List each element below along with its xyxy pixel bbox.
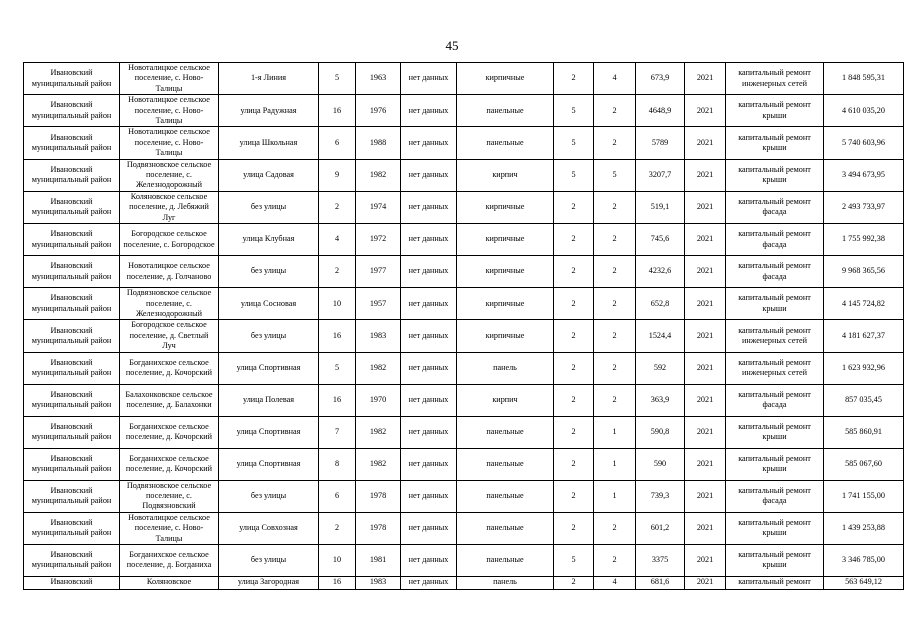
wear-cell: нет данных [401,352,457,384]
cost-cell: 5 740 603,96 [824,127,904,159]
district-cell: Ивановский [24,576,120,589]
district-cell: Ивановский муниципальный район [24,352,120,384]
cost-cell: 857 035,45 [824,384,904,416]
plan-year-cell: 2021 [685,159,726,191]
floors-cell: 2 [554,288,594,320]
floors-cell: 2 [554,448,594,480]
area-cell: 5789 [636,127,685,159]
housing-register-table [23,62,904,590]
table-row [24,288,904,320]
floors-cell: 2 [554,320,594,352]
area-cell: 745,6 [636,224,685,256]
year-built-cell: 1988 [356,127,401,159]
cost-cell: 585 067,60 [824,448,904,480]
street-cell: улица Загородная [219,576,319,589]
wear-cell: нет данных [401,159,457,191]
plan-year-cell: 2021 [685,63,726,95]
house-number-cell: 6 [319,127,356,159]
table-row [24,159,904,191]
wall-material-cell: кирпич [457,384,554,416]
table-row [24,224,904,256]
plan-year-cell: 2021 [685,352,726,384]
work-type-cell: капитальный ремонт [726,576,824,589]
plan-year-cell: 2021 [685,95,726,127]
wear-cell: нет данных [401,95,457,127]
street-cell: улица Спортивная [219,416,319,448]
cost-cell: 4 181 627,37 [824,320,904,352]
floors-cell: 2 [554,352,594,384]
year-built-cell: 1981 [356,544,401,576]
year-built-cell: 1977 [356,256,401,288]
floors-cell: 2 [554,224,594,256]
area-cell: 3207,7 [636,159,685,191]
house-number-cell: 9 [319,159,356,191]
district-cell: Ивановский муниципальный район [24,224,120,256]
area-cell: 590 [636,448,685,480]
cost-cell: 3 494 673,95 [824,159,904,191]
settlement-cell: Новоталицкое сельское поселение, с. Ново-Талицы [120,512,219,544]
table-row [24,512,904,544]
house-number-cell: 6 [319,480,356,512]
house-number-cell: 5 [319,63,356,95]
street-cell: улица Радужная [219,95,319,127]
wall-material-cell: кирпичные [457,63,554,95]
entrances-cell: 5 [594,159,636,191]
year-built-cell: 1983 [356,320,401,352]
floors-cell: 2 [554,191,594,223]
table-row [24,384,904,416]
wear-cell: нет данных [401,576,457,589]
table-row [24,95,904,127]
table-row [24,320,904,352]
year-built-cell: 1982 [356,352,401,384]
plan-year-cell: 2021 [685,512,726,544]
plan-year-cell: 2021 [685,544,726,576]
settlement-cell: Богородское сельское поселение, с. Богородское [120,224,219,256]
entrances-cell: 1 [594,416,636,448]
area-cell: 601,2 [636,512,685,544]
area-cell: 3375 [636,544,685,576]
district-cell: Ивановский муниципальный район [24,95,120,127]
cost-cell: 1 623 932,96 [824,352,904,384]
settlement-cell: Подвязновское сельское поселение, с. Подвязновский [120,480,219,512]
table-row [24,544,904,576]
work-type-cell: капитальный ремонт крыши [726,448,824,480]
table-row [24,480,904,512]
cost-cell: 563 649,12 [824,576,904,589]
floors-cell: 2 [554,256,594,288]
street-cell: без улицы [219,191,319,223]
house-number-cell: 7 [319,416,356,448]
year-built-cell: 1970 [356,384,401,416]
settlement-cell: Богданихское сельское поселение, д. Богданиха [120,544,219,576]
settlement-cell: Новоталицкое сельское поселение, д. Голчаново [120,256,219,288]
area-cell: 681,6 [636,576,685,589]
work-type-cell: капитальный ремонт фасада [726,224,824,256]
district-cell: Ивановский муниципальный район [24,448,120,480]
wall-material-cell: кирпичные [457,256,554,288]
floors-cell: 2 [554,480,594,512]
table-row [24,127,904,159]
entrances-cell: 2 [594,544,636,576]
year-built-cell: 1978 [356,480,401,512]
settlement-cell: Новоталицкое сельское поселение, с. Ново-Талицы [120,95,219,127]
cost-cell: 585 860,91 [824,416,904,448]
cost-cell: 2 493 733,97 [824,191,904,223]
floors-cell: 2 [554,512,594,544]
wall-material-cell: панельные [457,512,554,544]
area-cell: 590,8 [636,416,685,448]
street-cell: улица Сосновая [219,288,319,320]
house-number-cell: 8 [319,448,356,480]
cost-cell: 1 755 992,38 [824,224,904,256]
wall-material-cell: кирпич [457,159,554,191]
entrances-cell: 2 [594,127,636,159]
settlement-cell: Коляновское сельское поселение, д. Лебяжий Луг [120,191,219,223]
house-number-cell: 2 [319,512,356,544]
entrances-cell: 2 [594,191,636,223]
plan-year-cell: 2021 [685,480,726,512]
settlement-cell: Богородское сельское поселение, д. Светлый Луч [120,320,219,352]
area-cell: 1524,4 [636,320,685,352]
cost-cell: 4 610 035,20 [824,95,904,127]
house-number-cell: 16 [319,95,356,127]
cost-cell: 1 741 155,00 [824,480,904,512]
table-row [24,256,904,288]
wall-material-cell: панель [457,576,554,589]
floors-cell: 2 [554,576,594,589]
year-built-cell: 1978 [356,512,401,544]
street-cell: улица Клубная [219,224,319,256]
wear-cell: нет данных [401,288,457,320]
district-cell: Ивановский муниципальный район [24,384,120,416]
area-cell: 652,8 [636,288,685,320]
district-cell: Ивановский муниципальный район [24,320,120,352]
settlement-cell: Балахонковское сельское поселение, д. Балахонки [120,384,219,416]
entrances-cell: 2 [594,512,636,544]
floors-cell: 5 [554,127,594,159]
wear-cell: нет данных [401,63,457,95]
work-type-cell: капитальный ремонт крыши [726,512,824,544]
district-cell: Ивановский муниципальный район [24,512,120,544]
wall-material-cell: панельные [457,127,554,159]
street-cell: без улицы [219,320,319,352]
wall-material-cell: панельные [457,448,554,480]
plan-year-cell: 2021 [685,256,726,288]
house-number-cell: 10 [319,544,356,576]
work-type-cell: капитальный ремонт фасада [726,191,824,223]
cost-cell: 1 439 253,88 [824,512,904,544]
work-type-cell: капитальный ремонт крыши [726,288,824,320]
wear-cell: нет данных [401,320,457,352]
wall-material-cell: панельные [457,95,554,127]
entrances-cell: 2 [594,224,636,256]
entrances-cell: 1 [594,480,636,512]
wear-cell: нет данных [401,127,457,159]
wall-material-cell: панельные [457,544,554,576]
floors-cell: 5 [554,95,594,127]
table-row [24,576,904,589]
year-built-cell: 1963 [356,63,401,95]
plan-year-cell: 2021 [685,127,726,159]
work-type-cell: капитальный ремонт инженерных сетей [726,63,824,95]
page-number: 45 [445,38,459,53]
wear-cell: нет данных [401,448,457,480]
area-cell: 363,9 [636,384,685,416]
street-cell: улица Спортивная [219,448,319,480]
district-cell: Ивановский муниципальный район [24,191,120,223]
entrances-cell: 2 [594,352,636,384]
house-number-cell: 5 [319,352,356,384]
street-cell: улица Спортивная [219,352,319,384]
street-cell: без улицы [219,256,319,288]
table-row [24,191,904,223]
settlement-cell: Новоталицкое сельское поселение, с. Ново-Талицы [120,127,219,159]
street-cell: улица Садовая [219,159,319,191]
year-built-cell: 1974 [356,191,401,223]
wear-cell: нет данных [401,480,457,512]
plan-year-cell: 2021 [685,448,726,480]
wear-cell: нет данных [401,384,457,416]
work-type-cell: капитальный ремонт фасада [726,480,824,512]
plan-year-cell: 2021 [685,320,726,352]
cost-cell: 1 848 595,31 [824,63,904,95]
plan-year-cell: 2021 [685,576,726,589]
district-cell: Ивановский муниципальный район [24,416,120,448]
floors-cell: 2 [554,416,594,448]
district-cell: Ивановский муниципальный район [24,127,120,159]
district-cell: Ивановский муниципальный район [24,256,120,288]
entrances-cell: 1 [594,448,636,480]
entrances-cell: 2 [594,256,636,288]
work-type-cell: капитальный ремонт фасада [726,256,824,288]
entrances-cell: 2 [594,288,636,320]
area-cell: 592 [636,352,685,384]
district-cell: Ивановский муниципальный район [24,288,120,320]
floors-cell: 2 [554,63,594,95]
work-type-cell: капитальный ремонт крыши [726,416,824,448]
wear-cell: нет данных [401,191,457,223]
year-built-cell: 1957 [356,288,401,320]
street-cell: без улицы [219,544,319,576]
work-type-cell: капитальный ремонт крыши [726,95,824,127]
work-type-cell: капитальный ремонт крыши [726,159,824,191]
year-built-cell: 1982 [356,448,401,480]
cost-cell: 4 145 724,82 [824,288,904,320]
year-built-cell: 1976 [356,95,401,127]
wear-cell: нет данных [401,416,457,448]
district-cell: Ивановский муниципальный район [24,480,120,512]
year-built-cell: 1983 [356,576,401,589]
street-cell: без улицы [219,480,319,512]
year-built-cell: 1982 [356,159,401,191]
wear-cell: нет данных [401,224,457,256]
year-built-cell: 1982 [356,416,401,448]
wall-material-cell: панельные [457,480,554,512]
area-cell: 4232,6 [636,256,685,288]
wear-cell: нет данных [401,512,457,544]
floors-cell: 5 [554,159,594,191]
house-number-cell: 4 [319,224,356,256]
table-row [24,352,904,384]
settlement-cell: Подвязновское сельское поселение, с. Железнодорожный [120,159,219,191]
area-cell: 673,9 [636,63,685,95]
area-cell: 739,3 [636,480,685,512]
plan-year-cell: 2021 [685,288,726,320]
cost-cell: 9 968 365,56 [824,256,904,288]
house-number-cell: 2 [319,191,356,223]
area-cell: 519,1 [636,191,685,223]
entrances-cell: 4 [594,576,636,589]
work-type-cell: капитальный ремонт фасада [726,384,824,416]
house-number-cell: 16 [319,384,356,416]
table-row [24,63,904,95]
street-cell: улица Совхозная [219,512,319,544]
house-number-cell: 16 [319,320,356,352]
house-number-cell: 10 [319,288,356,320]
work-type-cell: капитальный ремонт инженерных сетей [726,320,824,352]
entrances-cell: 4 [594,63,636,95]
wear-cell: нет данных [401,544,457,576]
district-cell: Ивановский муниципальный район [24,544,120,576]
wall-material-cell: кирпичные [457,288,554,320]
settlement-cell: Новоталицкое сельское поселение, с. Ново-Талицы [120,63,219,95]
settlement-cell: Богданихское сельское поселение, д. Кочорский [120,352,219,384]
work-type-cell: капитальный ремонт крыши [726,127,824,159]
plan-year-cell: 2021 [685,224,726,256]
plan-year-cell: 2021 [685,416,726,448]
cost-cell: 3 346 785,00 [824,544,904,576]
entrances-cell: 2 [594,384,636,416]
wear-cell: нет данных [401,256,457,288]
wall-material-cell: панельные [457,416,554,448]
settlement-cell: Богданихское сельское поселение, д. Кочорский [120,416,219,448]
settlement-cell: Подвязновское сельское поселение, с. Железнодорожный [120,288,219,320]
street-cell: 1-я Линия [219,63,319,95]
wall-material-cell: кирпичные [457,320,554,352]
work-type-cell: капитальный ремонт инженерных сетей [726,352,824,384]
house-number-cell: 16 [319,576,356,589]
house-number-cell: 2 [319,256,356,288]
table-row [24,448,904,480]
wall-material-cell: кирпичные [457,191,554,223]
street-cell: улица Школьная [219,127,319,159]
plan-year-cell: 2021 [685,384,726,416]
table-row [24,416,904,448]
street-cell: улица Полевая [219,384,319,416]
wall-material-cell: панель [457,352,554,384]
settlement-cell: Богданихское сельское поселение, д. Кочорский [120,448,219,480]
work-type-cell: капитальный ремонт крыши [726,544,824,576]
settlement-cell: Коляновское [120,576,219,589]
wall-material-cell: кирпичные [457,224,554,256]
floors-cell: 5 [554,544,594,576]
year-built-cell: 1972 [356,224,401,256]
entrances-cell: 2 [594,320,636,352]
plan-year-cell: 2021 [685,191,726,223]
area-cell: 4648,9 [636,95,685,127]
district-cell: Ивановский муниципальный район [24,159,120,191]
entrances-cell: 2 [594,95,636,127]
district-cell: Ивановский муниципальный район [24,63,120,95]
floors-cell: 2 [554,384,594,416]
